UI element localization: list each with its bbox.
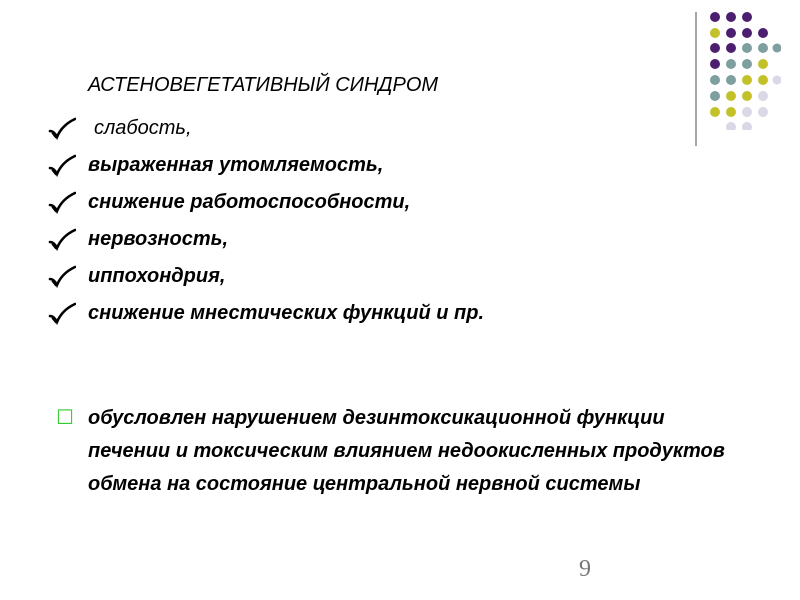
dot [758,59,768,69]
dot [710,91,720,101]
list-item-text: выраженная утомляемость, [88,154,384,176]
checkmark-icon [48,265,76,289]
dot [726,107,736,117]
dot [710,43,720,53]
list-item [48,147,484,184]
dot [758,43,768,53]
dot [726,91,736,101]
dot [742,12,752,22]
list-item-text: нервозность, [88,228,229,250]
explanation-text: обусловлен нарушением дезинтоксикационной функции печении и токсическим влиянием недоокисленных продуктов обмена на состояние центральной нервной системы [88,407,725,495]
symptom-list [48,110,484,332]
dot [710,107,720,117]
dot [758,28,768,38]
list-item-text: слабость, [94,117,192,139]
decorative-dot-grid [709,10,781,130]
checkmark-icon [48,117,76,141]
dot [726,59,736,69]
dot [773,76,782,85]
dot [742,122,752,130]
checkmark-icon [48,191,76,215]
dot [726,75,736,85]
dot [758,75,768,85]
list-item-text: иппохондрия, [88,265,226,287]
dot [710,12,720,22]
checkmark-icon [48,302,76,326]
list-item [48,295,484,332]
dot [726,43,736,53]
list-item [48,184,484,221]
dot [710,59,720,69]
slide-heading: АСТЕНОВЕГЕТАТИВНЫЙ СИНДРОМ [88,74,439,96]
dot [742,107,752,117]
dot [773,44,782,53]
dot [710,75,720,85]
box-marker-icon: ☐ [56,405,74,429]
list-item [48,110,484,147]
decorative-divider [695,12,697,146]
dot [758,107,768,117]
checkmark-icon [48,228,76,252]
list-item [48,221,484,258]
dot [726,122,736,130]
dot [758,91,768,101]
dot [742,59,752,69]
dot [726,12,736,22]
page-number: 9 [579,556,591,582]
dot [742,28,752,38]
list-item-text: снижение работоспособности, [88,191,411,213]
list-item [48,258,484,295]
dot [742,91,752,101]
list-item-text: снижение мнестических функций и пр. [88,302,485,324]
dot [742,75,752,85]
dot [710,28,720,38]
explanation-note [56,402,748,501]
dot [742,43,752,53]
checkmark-icon [48,154,76,178]
dot [726,28,736,38]
